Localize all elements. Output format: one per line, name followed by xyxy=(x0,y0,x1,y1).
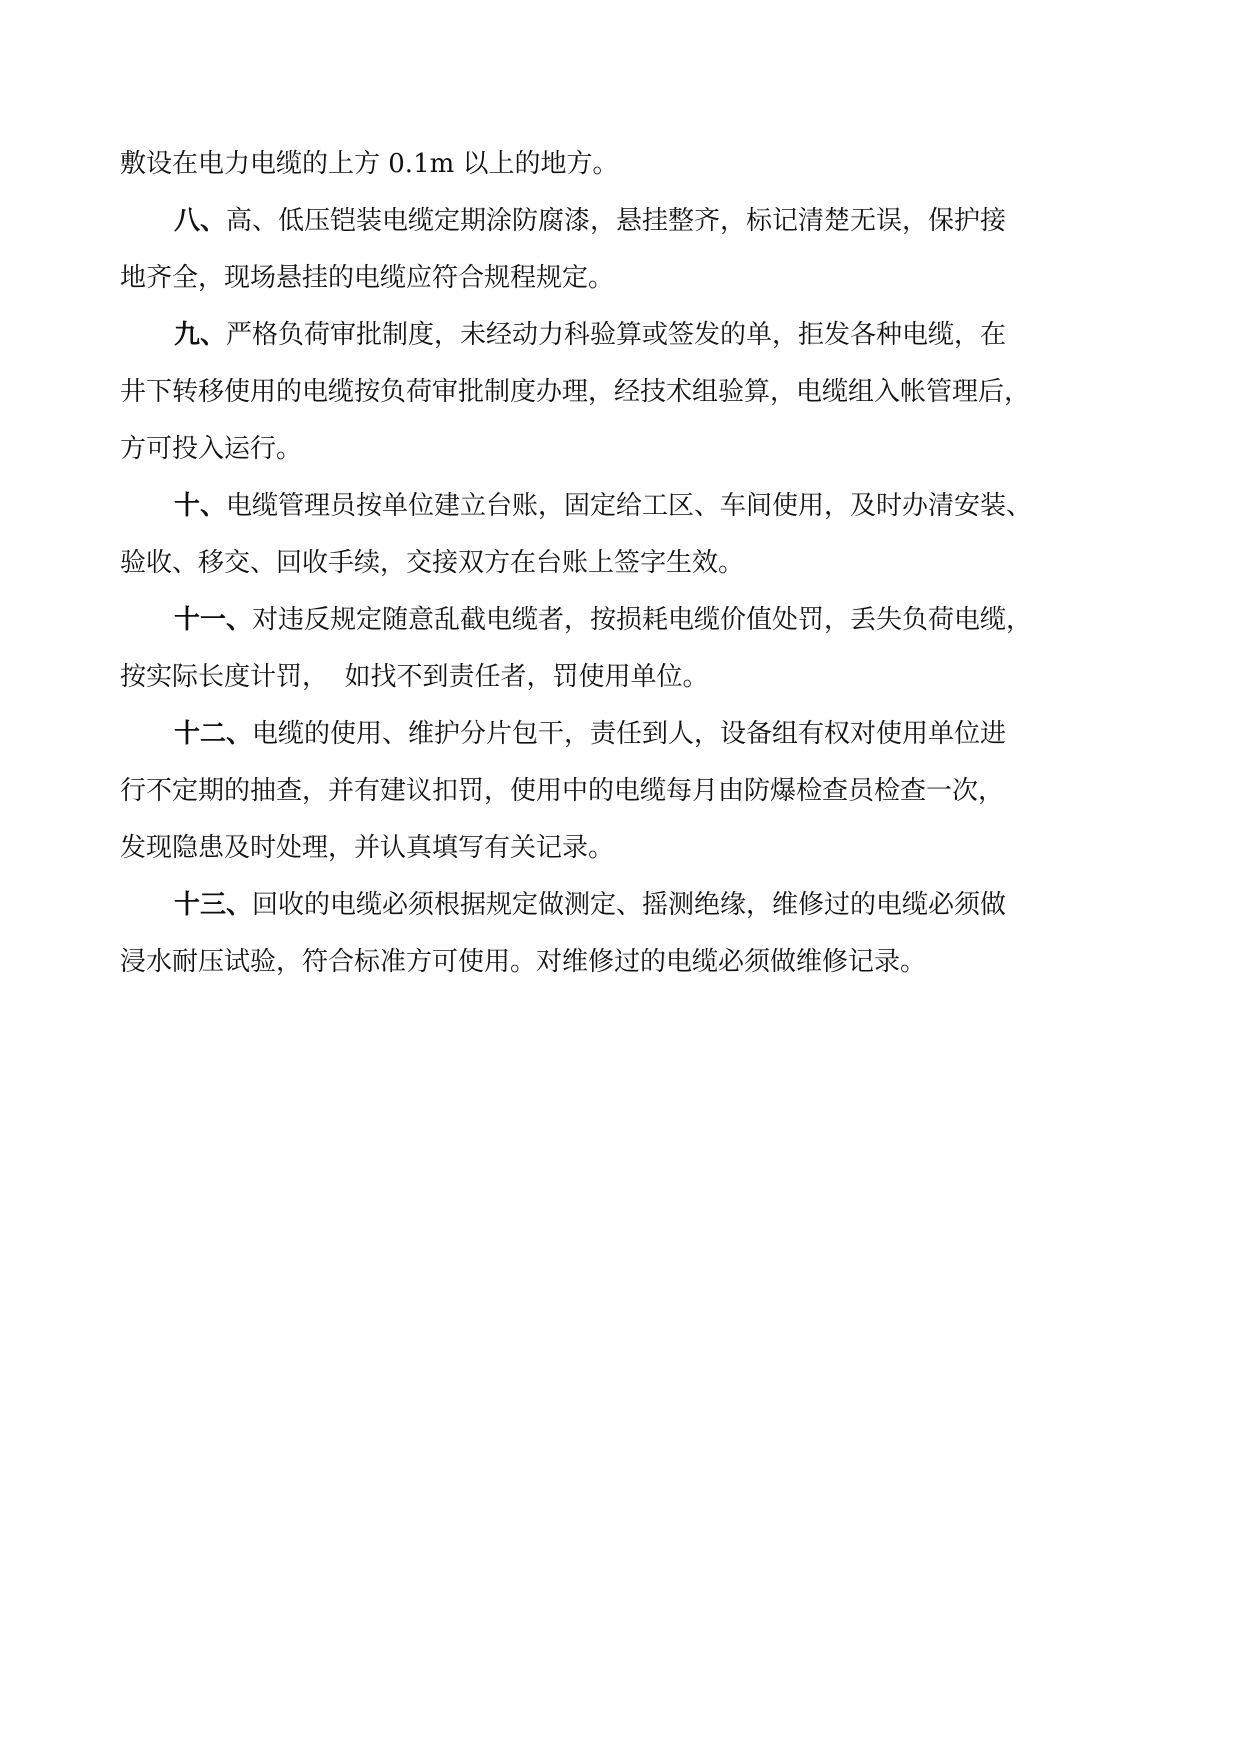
clause-text-line: 回收的电缆必须根据规定做测定、摇测绝缘，维修过的电缆必须做 xyxy=(252,890,1007,920)
clause-text-line: 电缆管理员按单位建立台账，固定给工区、车间使用，及时办清安装、 xyxy=(226,491,1033,521)
clause-number: 九、 xyxy=(174,320,227,350)
continuation-line: 敷设在电力电缆的上方 0.1m 以上的地方。 xyxy=(120,149,619,179)
clause-text-line: 井下转移使用的电缆按负荷审批制度办理，经技术组验算，电缆组入帐管理后， xyxy=(120,377,1031,407)
clause-text-line: 地齐全，现场悬挂的电缆应符合规程规定。 xyxy=(120,263,615,293)
clause-text-line: 浸水耐压试验，符合标准方可使用。对维修过的电缆必须做维修记录。 xyxy=(120,947,927,977)
clause-text-line: 方可投入运行。 xyxy=(120,434,303,464)
clause-13 xyxy=(120,877,1130,991)
clause-8 xyxy=(120,193,1130,307)
clause-number: 十二、 xyxy=(174,719,253,749)
clause-number: 十三、 xyxy=(174,890,253,920)
clause-9 xyxy=(120,307,1130,478)
clause-number: 十、 xyxy=(174,491,227,521)
clause-text-line: 严格负荷审批制度，未经动力科验算或签发的单，拒发各种电缆，在 xyxy=(226,320,1007,350)
clause-10 xyxy=(120,478,1130,592)
clause-11 xyxy=(120,592,1130,706)
clause-text-line: 验收、移交、回收手续，交接双方在台账上签字生效。 xyxy=(120,548,745,578)
clause-text-line: 行不定期的抽查，并有建议扣罚，使用中的电缆每月由防爆检查员检查一次， xyxy=(120,776,1005,806)
document-body xyxy=(120,136,1130,991)
clause-12 xyxy=(120,706,1130,877)
clause-text-line: 电缆的使用、维护分片包干，责任到人，设备组有权对使用单位进 xyxy=(252,719,1007,749)
clause-text-line: 按实际长度计罚， 如找不到责任者，罚使用单位。 xyxy=(120,662,709,692)
clause-number: 十一、 xyxy=(174,605,253,635)
clause-number: 八、 xyxy=(174,206,227,236)
clause-text-line: 发现隐患及时处理，并认真填写有关记录。 xyxy=(120,833,615,863)
clause-text-line: 对违反规定随意乱截电缆者，按损耗电缆价值处罚，丢失负荷电缆， xyxy=(252,605,1033,635)
clause-text-line: 高、低压铠装电缆定期涂防腐漆，悬挂整齐，标记清楚无误，保护接 xyxy=(226,206,1007,236)
